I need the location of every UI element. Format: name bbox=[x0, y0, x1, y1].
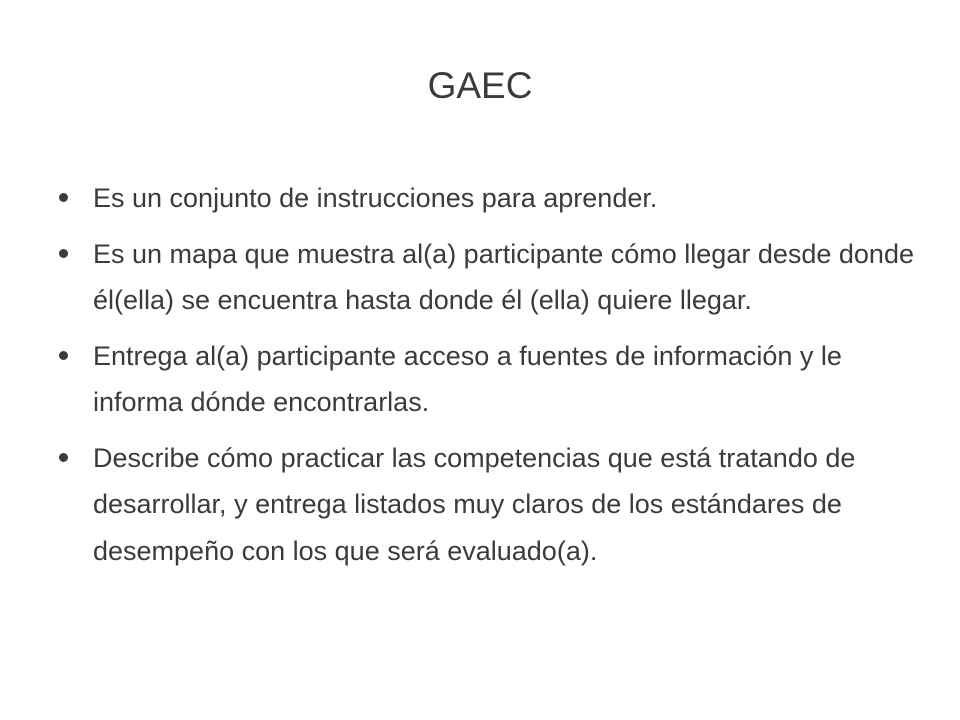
bullet-text: Describe cómo practicar las competencias que está tratando de desarrollar, y entrega listados muy claros de los estándares de desempeño con los que será evaluado(a). bbox=[93, 442, 856, 566]
bullet-dot-icon bbox=[59, 351, 68, 360]
bullet-dot-icon bbox=[59, 193, 68, 202]
bullet-dot-icon bbox=[59, 249, 68, 258]
bullet-item bbox=[56, 435, 916, 575]
bullet-dot-icon bbox=[59, 453, 68, 462]
bullet-text: Es un conjunto de instrucciones para aprender. bbox=[93, 183, 658, 213]
bullet-text: Entrega al(a) participante acceso a fuentes de información y le informa dónde encontrarlas. bbox=[93, 340, 842, 417]
bullet-text: Es un mapa que muestra al(a) participante cómo llegar desde donde él(ella) se encuentra hasta donde él (ella) quiere llegar. bbox=[93, 238, 914, 315]
bullet-item bbox=[56, 231, 916, 324]
bullet-item bbox=[56, 333, 916, 426]
slide-title: GAEC bbox=[427, 65, 533, 106]
bullet-item bbox=[56, 175, 916, 222]
bullet-list bbox=[56, 175, 916, 583]
